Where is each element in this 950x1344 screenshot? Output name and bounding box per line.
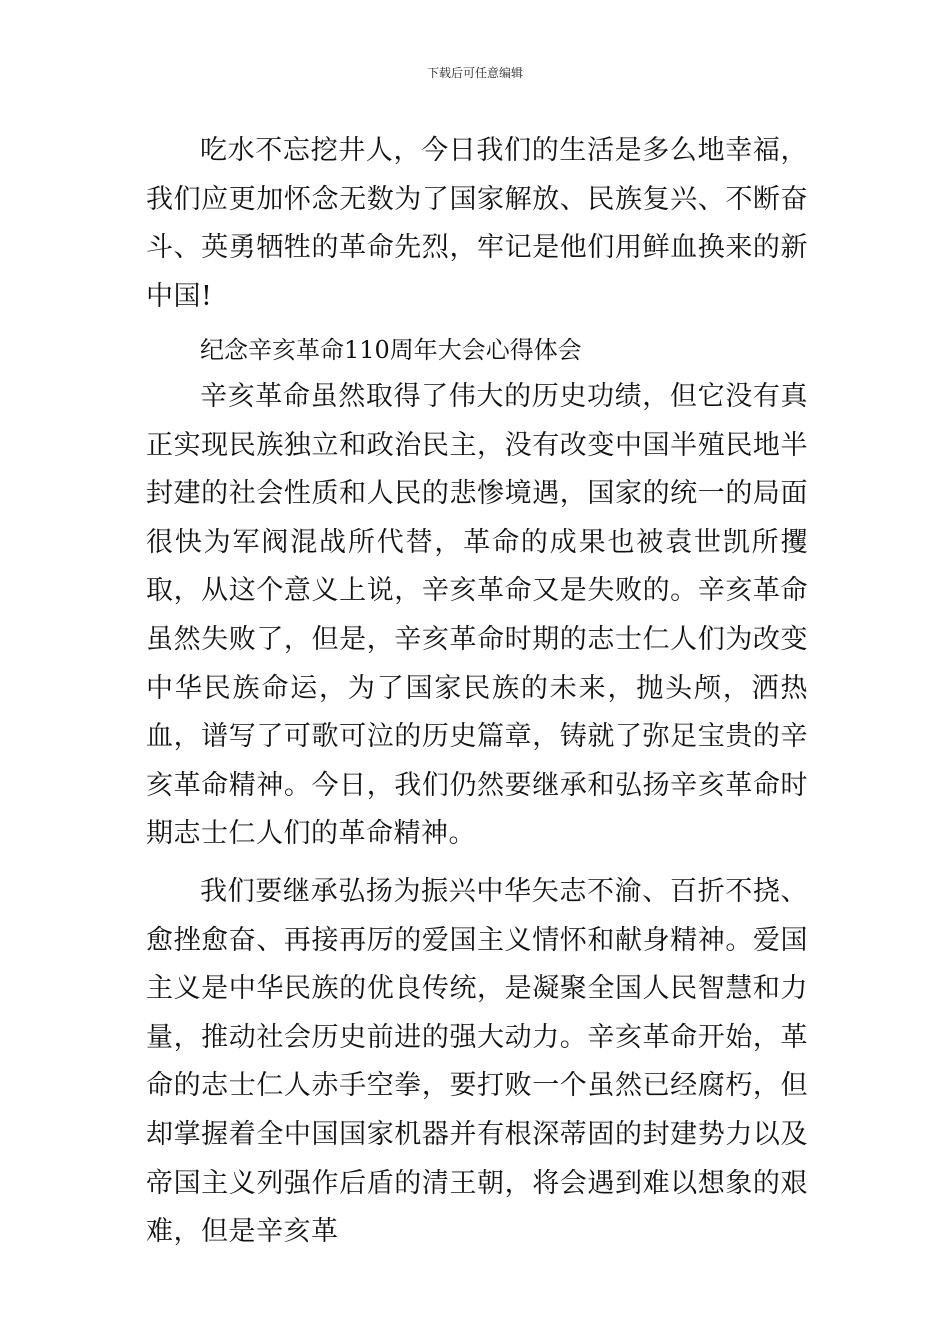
page-header-note: 下载后可任意编辑 bbox=[426, 66, 523, 80]
section-title-block bbox=[146, 335, 808, 365]
paragraph-block-3 bbox=[146, 868, 808, 1257]
paragraph-block-2 bbox=[146, 373, 808, 859]
body-paragraph-3: 我们要继承弘扬为振兴中华矢志不渝、百折不挠、愈挫愈奋、再接再厉的爱国主义情怀和献身精神。爱国主义是中华民族的优良传统，是凝聚全国人民智慧和力量，推动社会历史前进的强大动力。辛亥革命开始，革命的志士仁人赤手空拳，要打败一个虽然已经腐朽，但却掌握着全中国国家机器并有根深蒂固的封建势力以及帝国主义列强作后盾的清王朝，将会遇到难以想象的艰难，但是辛亥革 bbox=[146, 876, 808, 1248]
body-paragraph-1: 吃水不忘挖井人，今日我们的生活是多么地幸福，我们应更加怀念无数为了国家解放、民族复兴、不断奋斗、英勇牺牲的革命先烈，牢记是他们用鲜血换来的新中国! bbox=[146, 135, 808, 312]
section-title: 纪念辛亥革命110周年大会心得体会 bbox=[200, 336, 582, 364]
body-paragraph-2: 辛亥革命虽然取得了伟大的历史功绩，但它没有真正实现民族独立和政治民主，没有改变中国半殖民地半封建的社会性质和人民的悲惨境遇，国家的统一的局面很快为军阀混战所代替，革命的成果也被袁世凯所攫取，从这个意义上说，辛亥革命又是失败的。辛亥革命虽然失败了，但是，辛亥革命时期的志士仁人们为改变中华民族命运，为了国家民族的未来，抛头颅，洒热血，谱写了可歌可泣的历史篇章，铸就了弥足宝贵的辛亥革命精神。今日，我们仍然要继承和弘扬辛亥革命时期志士仁人们的革命精神。 bbox=[146, 381, 808, 850]
paragraph-block-1 bbox=[146, 127, 808, 321]
